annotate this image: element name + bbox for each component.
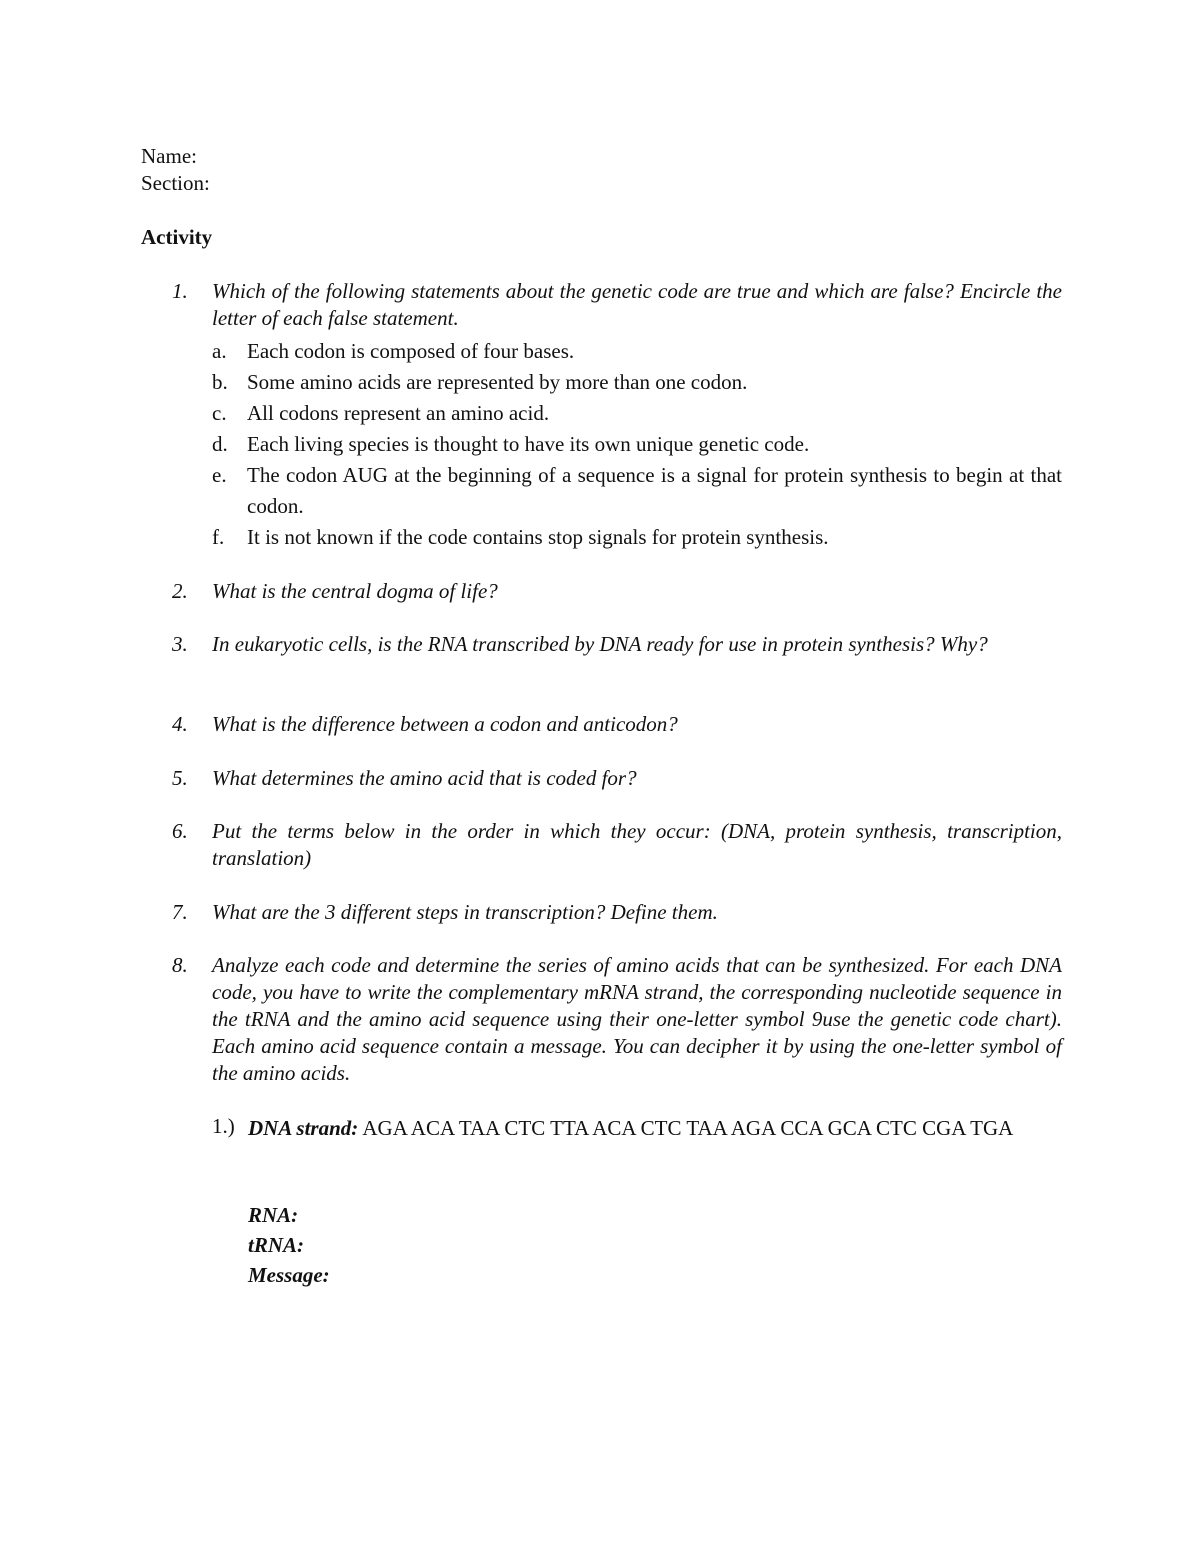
dna-strand-label: DNA strand: — [248, 1116, 359, 1140]
question-text: Which of the following statements about the genetic code are true and which are false? Encircle the letter of each false statement. — [212, 279, 1062, 330]
dna-strand-line — [248, 1113, 1062, 1144]
question-6 — [172, 818, 1062, 872]
option-b — [172, 367, 1062, 398]
question-text: What determines the amino acid that is coded for? — [212, 766, 637, 790]
question-text: Put the terms below in the order in which they occur: (DNA, protein synthesis, transcription, translation) — [212, 819, 1062, 870]
question-number: 2. — [172, 579, 188, 603]
option-letter: b. — [212, 370, 228, 394]
question-text: Analyze each code and determine the series of amino acids that can be synthesized. For each DNA code, you have to write the complementary mRNA strand, the corresponding nucleotide sequence in the tRNA and the amino acid sequence using their one-letter symbol 9use the genetic code chart). Each amino acid sequence contain a message. You can decipher it by using the one-letter symbol of the amino acids. — [212, 953, 1062, 1085]
question-number: 7. — [172, 900, 188, 924]
message-label: Message: — [248, 1263, 330, 1287]
question-3 — [172, 631, 1062, 658]
question-number: 5. — [172, 766, 188, 790]
question-text: What are the 3 different steps in transcription? Define them. — [212, 900, 718, 924]
option-text: It is not known if the code contains stop signals for protein synthesis. — [247, 525, 829, 549]
question-4 — [172, 711, 1062, 738]
activity-heading: Activity — [141, 225, 213, 249]
option-letter: e. — [212, 463, 227, 487]
question-text: What is the difference between a codon and anticodon? — [212, 712, 678, 736]
question-2 — [172, 578, 1062, 605]
question-number: 3. — [172, 632, 188, 656]
option-letter: c. — [212, 401, 227, 425]
option-text: The codon AUG at the beginning of a sequence is a signal for protein synthesis to begin at that codon. — [247, 463, 1062, 518]
question-number: 8. — [172, 953, 188, 977]
option-c — [172, 398, 1062, 429]
option-f — [172, 522, 1062, 553]
question-8 — [172, 952, 1062, 1087]
question-1 — [172, 278, 1062, 553]
option-text: Each living species is thought to have its own unique genetic code. — [247, 432, 810, 456]
question-text: In eukaryotic cells, is the RNA transcribed by DNA ready for use in protein synthesis? Why? — [212, 632, 988, 656]
option-text: Some amino acids are represented by more than one codon. — [247, 370, 748, 394]
question-7 — [172, 899, 1062, 926]
rna-label: RNA: — [248, 1203, 299, 1227]
option-text: Each codon is composed of four bases. — [247, 339, 575, 363]
name-label: Name: — [141, 144, 197, 168]
section-label: Section: — [141, 171, 210, 195]
question-text: What is the central dogma of life? — [212, 579, 498, 603]
dna-strand-sequence: AGA ACA TAA CTC TTA ACA CTC TAA AGA CCA GCA CTC CGA TGA — [362, 1116, 1014, 1140]
dna-exercise-1 — [212, 1113, 1062, 1144]
question-number: 1. — [172, 279, 188, 303]
trna-label: tRNA: — [248, 1233, 305, 1257]
option-text: All codons represent an amino acid. — [247, 401, 550, 425]
option-letter: a. — [212, 339, 227, 363]
option-letter: f. — [212, 525, 225, 549]
exercise-number: 1.) — [212, 1114, 235, 1138]
question-number: 6. — [172, 819, 188, 843]
answer-block — [248, 1200, 330, 1290]
question-1-options — [172, 336, 1062, 553]
option-a — [172, 336, 1062, 367]
option-d — [172, 429, 1062, 460]
question-5 — [172, 765, 1062, 792]
question-number: 4. — [172, 712, 188, 736]
option-e — [172, 460, 1062, 522]
option-letter: d. — [212, 432, 228, 456]
